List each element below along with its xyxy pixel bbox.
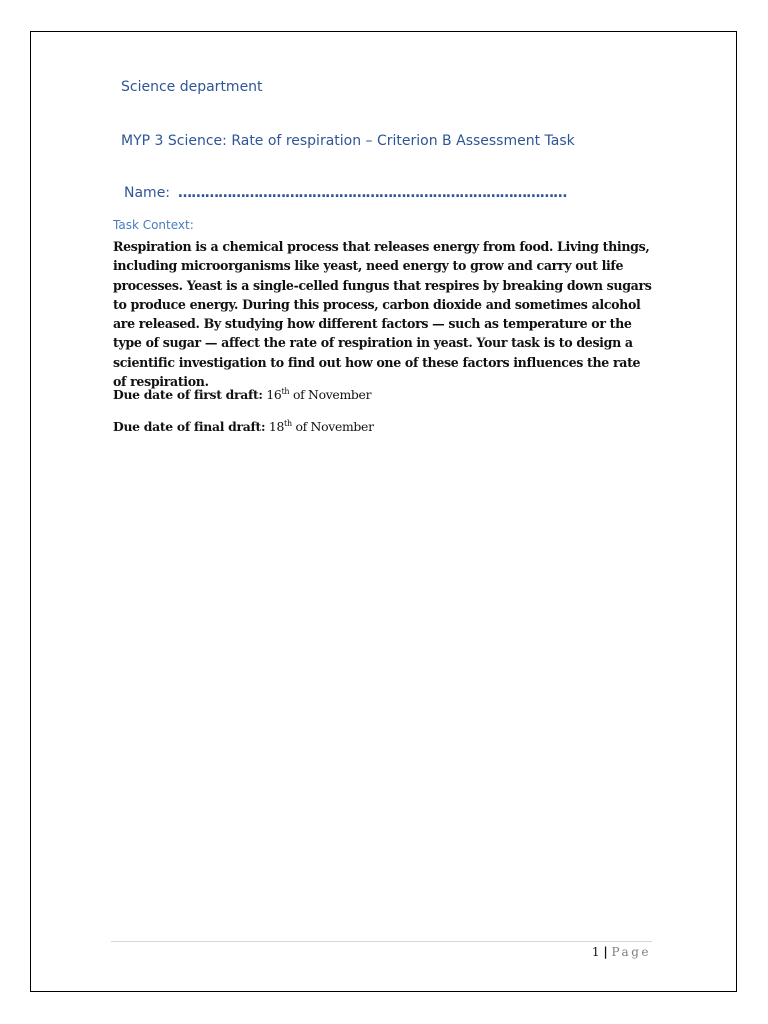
first-draft-suffix: th	[281, 387, 290, 396]
final-draft-month: of November	[295, 419, 374, 435]
final-draft-due-date	[113, 419, 374, 434]
first-draft-label: Due date of first draft:	[113, 387, 263, 403]
task-title: MYP 3 Science: Rate of respiration – Criterion B Assessment Task	[121, 133, 575, 149]
name-label: Name:	[124, 185, 171, 201]
page-footer	[592, 945, 651, 959]
page-separator: |	[603, 945, 608, 959]
name-blank: ……………………………………………………………………………	[178, 185, 567, 201]
page-number: 1	[591, 945, 600, 959]
footer-divider	[111, 941, 652, 942]
department-heading: Science department	[121, 79, 263, 95]
first-draft-month: of November	[292, 387, 372, 403]
task-context-heading: Task Context:	[113, 218, 194, 232]
first-draft-due-date	[113, 387, 371, 402]
first-draft-day: 16	[266, 387, 282, 403]
task-context-text: Respiration is a chemical process that releases energy from food. Living things, including microorganisms like yeast, need energy to grow and carry out life processes. Yeast is a single-celled fungus that respires by breaking down sugars to produce energy. During this process, carbon dioxide and sometimes alcohol are released. By studying how different factors — such as temperature or the type of sugar — affect the rate of respiration in yeast. Your task is to design a scientific investigation to find out how one of these factors influences the rate of respiration.	[113, 239, 652, 390]
document-page	[30, 31, 737, 992]
name-field-line	[124, 185, 567, 201]
final-draft-suffix: th	[284, 419, 292, 428]
final-draft-label: Due date of final draft:	[113, 419, 266, 435]
page-word: Page	[611, 945, 651, 959]
final-draft-day: 18	[268, 419, 285, 435]
